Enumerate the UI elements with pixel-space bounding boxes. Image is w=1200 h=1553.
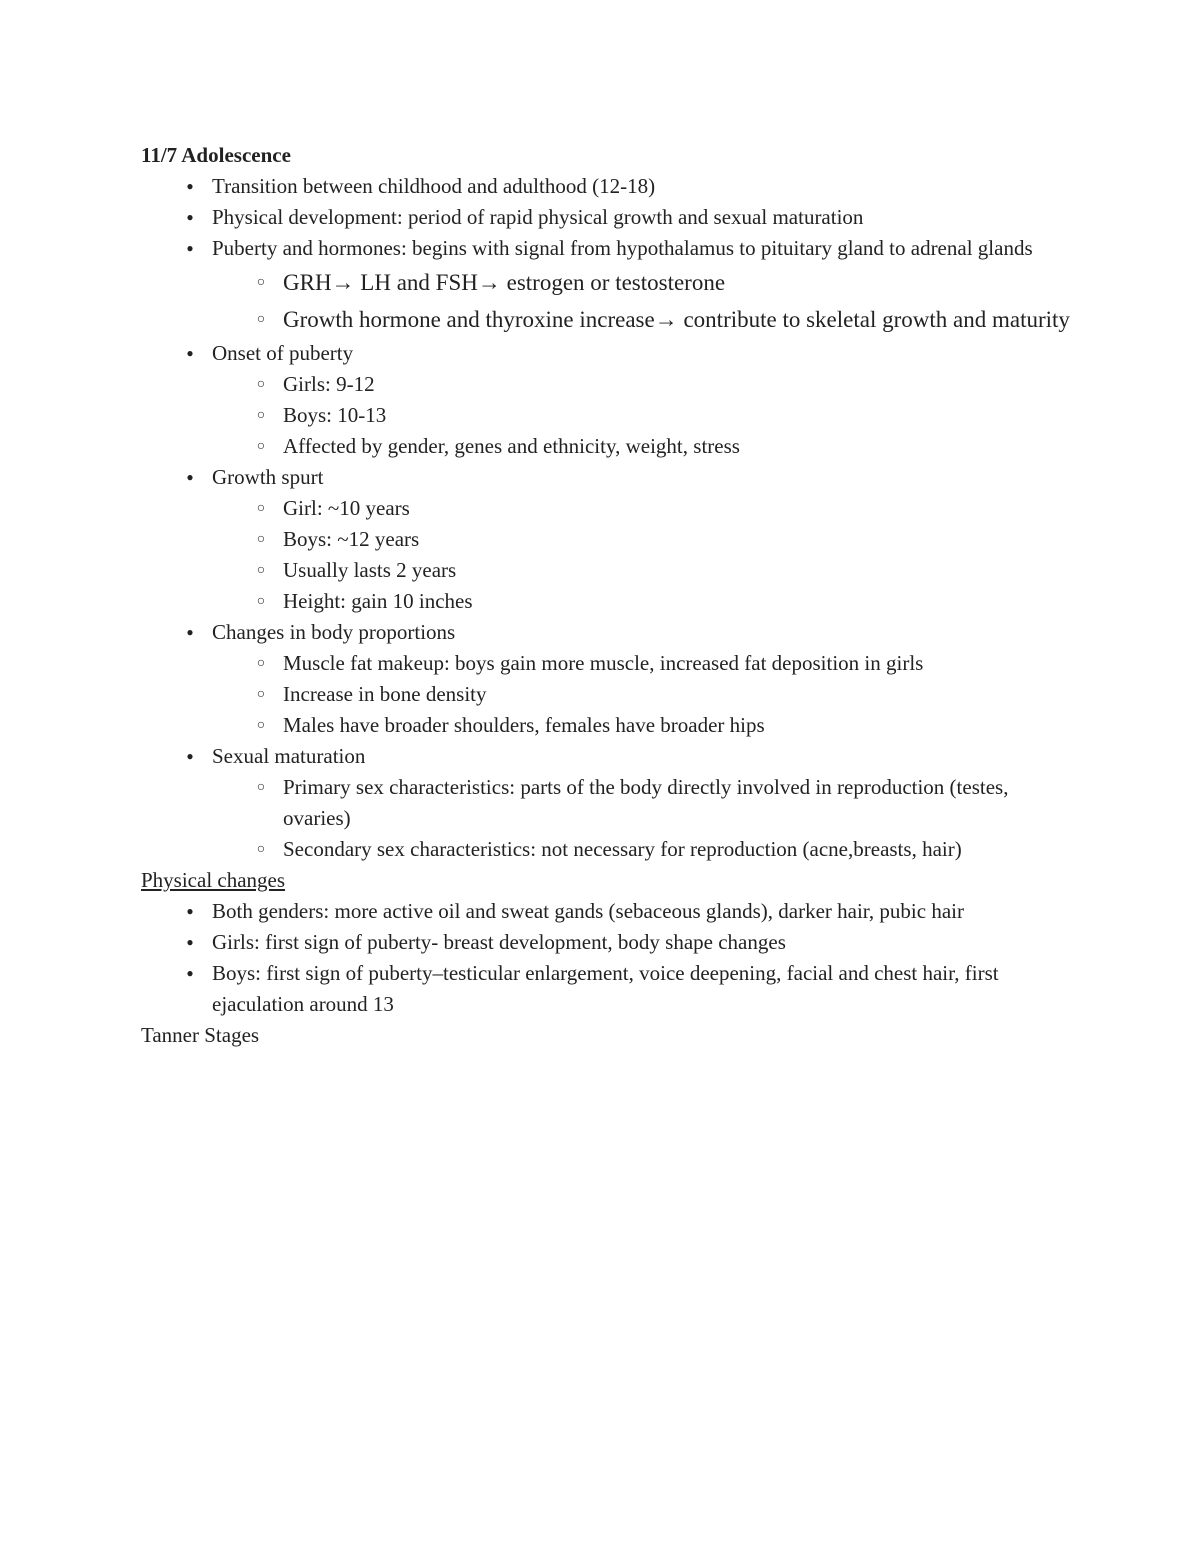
list-item-text: Both genders: more active oil and sweat gands (sebaceous glands), darker hair, pubic hair xyxy=(212,899,964,923)
sub-list xyxy=(212,648,1071,741)
list-item xyxy=(141,233,1071,338)
sub-bullet-icon: ○ xyxy=(256,656,266,671)
list-item xyxy=(141,338,1071,462)
document-content xyxy=(141,140,1071,1051)
list-item xyxy=(141,462,1071,617)
sub-list-item xyxy=(212,772,1071,834)
sub-bullet-icon: ○ xyxy=(256,687,266,702)
sub-list-item-text: Primary sex characteristics: parts of the body directly involved in reproduction (testes, ovaries) xyxy=(283,775,1009,830)
sub-bullet-icon: ○ xyxy=(256,501,266,516)
sub-bullet-icon: ○ xyxy=(256,718,266,733)
sub-list-item-text: GRH→ LH and FSH→ estrogen or testosterone xyxy=(283,270,726,295)
sub-bullet-icon: ○ xyxy=(256,780,266,795)
sub-list-item-text: Boys: ~12 years xyxy=(283,527,420,551)
sub-list-item-text: Height: gain 10 inches xyxy=(283,589,473,613)
list-item-text: Transition between childhood and adulthood (12-18) xyxy=(212,174,656,198)
list-item-text: Boys: first sign of puberty–testicular enlargement, voice deepening, facial and chest hair, first ejaculation around 13 xyxy=(212,961,999,1016)
section-title-tanner-stages: Tanner Stages xyxy=(141,1023,260,1047)
sub-list-item xyxy=(212,493,1071,524)
sub-bullet-icon: ○ xyxy=(256,275,266,290)
list-item xyxy=(141,958,1071,1020)
sub-list xyxy=(212,264,1071,338)
sub-list-item xyxy=(212,431,1071,462)
sub-bullet-icon: ○ xyxy=(256,408,266,423)
list-item xyxy=(141,202,1071,233)
list-item xyxy=(141,896,1071,927)
sub-list-item xyxy=(212,264,1071,301)
list-item-text: Sexual maturation xyxy=(212,744,366,768)
sub-list-item xyxy=(212,834,1071,865)
list-item-text: Changes in body proportions xyxy=(212,620,456,644)
bullet-icon: ● xyxy=(186,470,194,484)
sub-list-item-text: Usually lasts 2 years xyxy=(283,558,457,582)
bullet-icon: ● xyxy=(186,749,194,763)
sub-bullet-icon: ○ xyxy=(256,842,266,857)
sub-bullet-icon: ○ xyxy=(256,594,266,609)
sub-list-item-text: Growth hormone and thyroxine increase→ contribute to skeletal growth and maturity xyxy=(283,307,1070,332)
sub-bullet-icon: ○ xyxy=(256,377,266,392)
page-title: 11/7 Adolescence xyxy=(141,143,291,167)
section-title-physical-changes: Physical changes xyxy=(141,868,286,892)
bullet-icon: ● xyxy=(186,935,194,949)
list-item-text: Puberty and hormones: begins with signal from hypothalamus to pituitary gland to adrenal glands xyxy=(212,236,1033,260)
bullet-icon: ● xyxy=(186,625,194,639)
sub-list-item xyxy=(212,648,1071,679)
list-item-text: Physical development: period of rapid physical growth and sexual maturation xyxy=(212,205,864,229)
sub-list xyxy=(212,369,1071,462)
sub-list-item-text: Boys: 10-13 xyxy=(283,403,387,427)
sub-list-item xyxy=(212,555,1071,586)
list-item xyxy=(141,741,1071,865)
adolescence-list xyxy=(141,171,1071,865)
sub-list-item-text: Increase in bone density xyxy=(283,682,487,706)
list-item-text: Growth spurt xyxy=(212,465,324,489)
sub-list-item-text: Secondary sex characteristics: not necessary for reproduction (acne,breasts, hair) xyxy=(283,837,962,861)
bullet-icon: ● xyxy=(186,179,194,193)
sub-list-item-text: Males have broader shoulders, females have broader hips xyxy=(283,713,765,737)
list-item xyxy=(141,617,1071,741)
sub-list xyxy=(212,493,1071,617)
list-item xyxy=(141,927,1071,958)
sub-list-item-text: Affected by gender, genes and ethnicity, weight, stress xyxy=(283,434,740,458)
sub-list xyxy=(212,772,1071,865)
sub-list-item xyxy=(212,679,1071,710)
bullet-icon: ● xyxy=(186,966,194,980)
sub-list-item-text: Girls: 9-12 xyxy=(283,372,375,396)
sub-list-item xyxy=(212,400,1071,431)
bullet-icon: ● xyxy=(186,210,194,224)
sub-list-item-text: Muscle fat makeup: boys gain more muscle, increased fat deposition in girls xyxy=(283,651,924,675)
sub-list-item xyxy=(212,710,1071,741)
sub-bullet-icon: ○ xyxy=(256,532,266,547)
bullet-icon: ● xyxy=(186,904,194,918)
physical-changes-list xyxy=(141,896,1071,1020)
sub-list-item xyxy=(212,586,1071,617)
sub-list-item xyxy=(212,524,1071,555)
sub-bullet-icon: ○ xyxy=(256,563,266,578)
list-item-text: Onset of puberty xyxy=(212,341,354,365)
list-item xyxy=(141,171,1071,202)
sub-bullet-icon: ○ xyxy=(256,439,266,454)
sub-list-item xyxy=(212,369,1071,400)
list-item-text: Girls: first sign of puberty- breast development, body shape changes xyxy=(212,930,786,954)
sub-list-item xyxy=(212,301,1071,338)
sub-list-item-text: Girl: ~10 years xyxy=(283,496,410,520)
bullet-icon: ● xyxy=(186,241,194,255)
sub-bullet-icon: ○ xyxy=(256,312,266,327)
bullet-icon: ● xyxy=(186,346,194,360)
